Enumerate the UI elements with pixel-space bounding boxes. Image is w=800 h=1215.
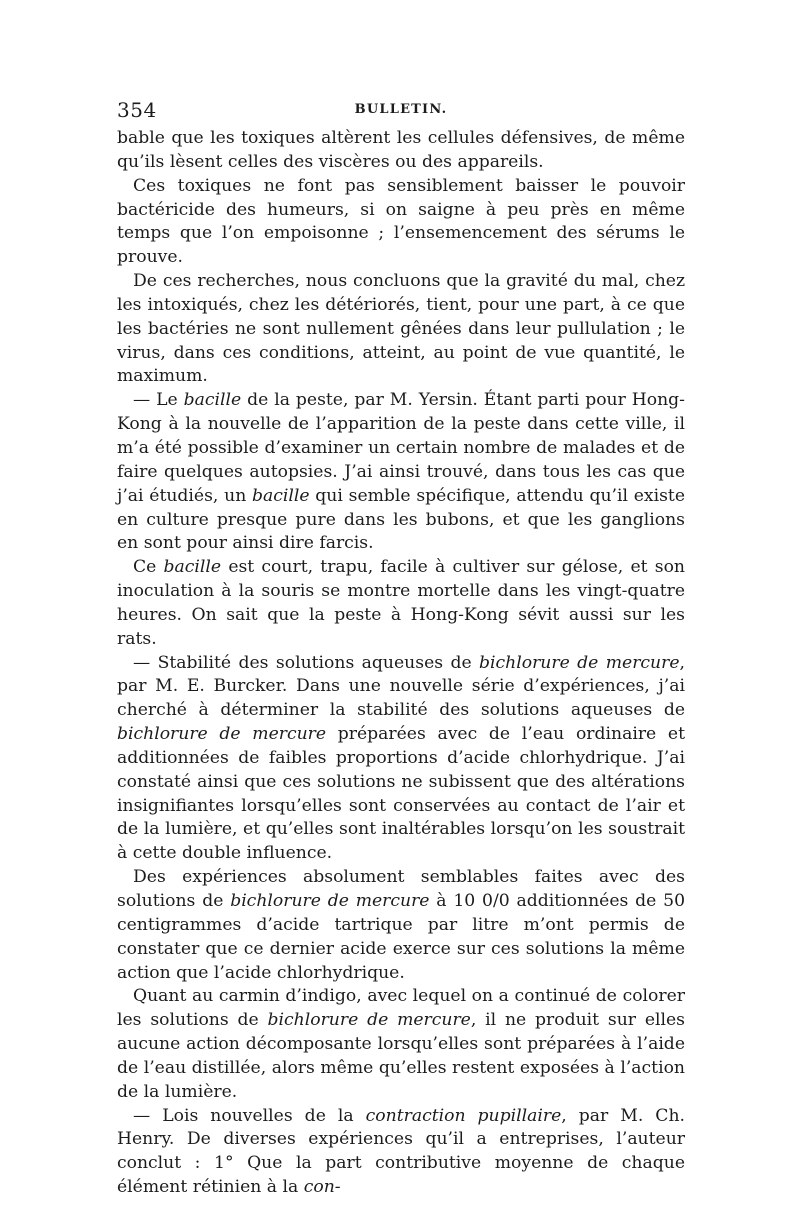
italic-term: bacille [183, 390, 242, 411]
text-run: , il ne produit sur elles aucune action décomposante lorsqu’elles sont préparées à l’aide de l’eau distillée, alors même qu’elles restent exposées à l’action de la lumière. [117, 1010, 685, 1102]
italic-term: bichlorure de mercure [230, 891, 430, 911]
italic-term: bacille [252, 485, 310, 506]
text-run: préparées avec de l’eau ordinaire et additionnées de faibles proportions d’acide chlorhydrique. J’ai constaté ainsi que ces solutions ne subissent que des altérations insignifiantes lorsqu’elles sont conservées au contact de l’air et de la lumière, et qu’elles sont inaltérables lorsqu’on les soustrait à cette double influence. [117, 724, 685, 864]
paragraph [117, 985, 685, 1104]
italic-term: contraction pupillaire [365, 1105, 562, 1126]
text-run: — Stabilité des solutions aqueuses de [133, 652, 480, 673]
page-number: 354 [117, 98, 157, 122]
paragraph [117, 652, 685, 867]
italic-term: bacille [163, 557, 222, 578]
text-run: Quant au carmin d’indigo, avec lequel on a continué de colorer les solutions de [117, 986, 685, 1031]
paragraph [117, 389, 685, 556]
paragraph [117, 127, 685, 175]
text-run: De ces recherches, nous concluons que la gravité du mal, chez les intoxiqués, chez les détériorés, tient, pour une part, à ce que les bactéries ne sont nullement gênées dans leur pullulation ; le virus, dans ces conditions, atteint, au point de vue quantité, le maximum. [117, 271, 685, 387]
text-run: , par M. E. Burcker. Dans une nouvelle série d’expériences, j’ai cherché à déterminer la stabilité des solutions aqueuses de [117, 652, 685, 721]
text-run: — Le [133, 390, 184, 411]
running-head [117, 98, 685, 122]
italic-term: bichlorure de mercure [479, 652, 680, 673]
text-run: à 10 0/0 additionnées de 50 centigrammes d’acide tartrique par litre m’ont permis de constater que ce dernier acide exerce sur ces solutions la même action que l’acide chlorhydrique. [117, 891, 685, 983]
text-run: — Lois nouvelles de la [133, 1105, 366, 1126]
italic-term: con- [303, 1177, 341, 1198]
text-run: Ce [133, 557, 164, 578]
text-run: qui semble spécifique, attendu qu’il existe en culture presque pure dans les bubons, et que les ganglions en sont pour ainsi dire farcis. [117, 485, 686, 554]
text-run: bable que les toxiques altèrent les cellules défensives, de même qu’ils lèsent celles des viscères ou des appareils. [117, 128, 685, 172]
body-text [117, 127, 685, 1200]
text-run: Ces toxiques ne font pas sensiblement baisser le pouvoir bactéricide des humeurs, si on saigne à peu près en même temps que l’on empoisonne ; l’ensemencement des sérums le prouve. [117, 175, 685, 268]
text-run: Des expériences absolument semblables faites avec des solutions de [117, 867, 685, 911]
paragraph [117, 866, 685, 985]
text-run: est court, trapu, facile à cultiver sur gélose, et son inoculation à la souris se montre mortelle dans les vingt-quatre heures. On sait que la peste à Hong-Kong sévit aussi sur les rats. [117, 557, 685, 649]
italic-term: bichlorure de mercure [267, 1010, 471, 1031]
paragraph [117, 1105, 685, 1200]
running-title: BULLETIN. [354, 102, 448, 117]
paragraph [117, 556, 685, 651]
paragraph [117, 270, 685, 389]
text-run: , par M. Ch. Henry. De diverses expériences qu’il a entreprises, l’auteur conclut : 1° Que la part contributive moyenne de chaque élément rétinien à la [117, 1105, 685, 1198]
paragraph [117, 175, 685, 270]
italic-term: bichlorure de mercure [117, 724, 327, 745]
text-run: de la peste, par M. Yersin. Étant parti pour Hong-Kong à la nouvelle de l’apparition de la peste dans cette ville, il m’a été possible d’examiner un certain nombre de malades et de faire quelques autopsies. J’ai ainsi trouvé, dans tous les cas que j’ai étudiés, un [117, 390, 685, 506]
